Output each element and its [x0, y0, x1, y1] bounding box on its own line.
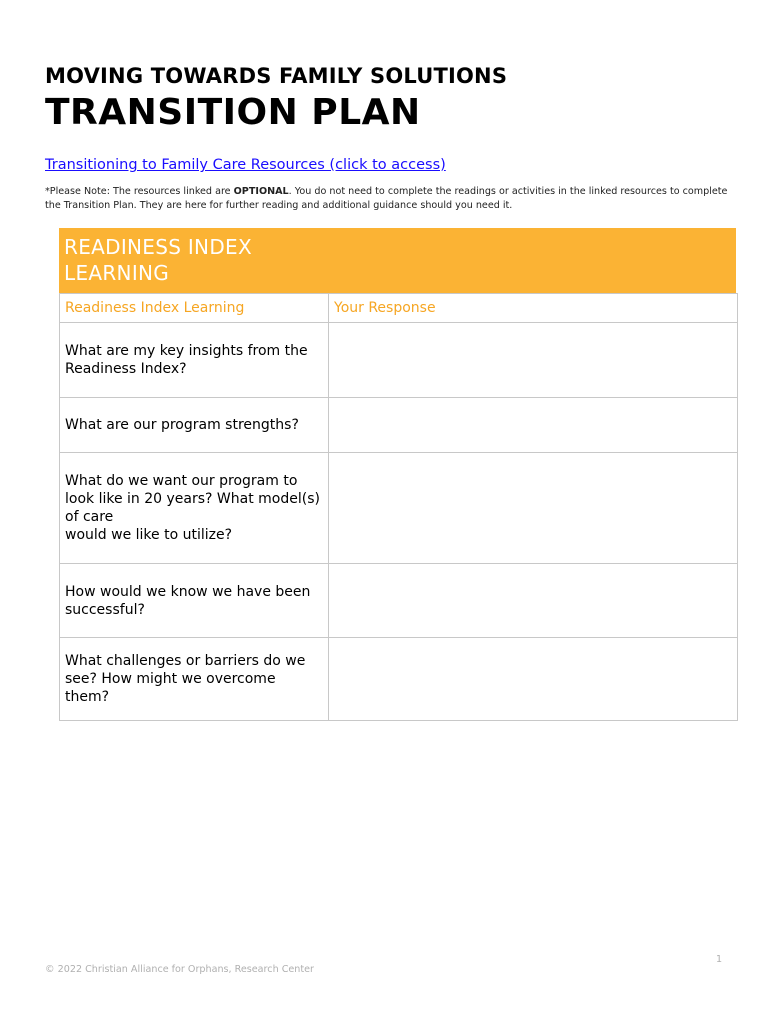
section-title: READINESS INDEX LEARNING: [64, 235, 252, 285]
table-row: [60, 398, 738, 453]
column-header-response: Your Response: [329, 294, 738, 323]
note-suffix: . You do not need to complete the readings or activities in the linked resources to complete the Transition Plan. They are here for further reading and additional guidance should you need it.: [45, 186, 728, 211]
question-cell: What are our program strengths?: [60, 398, 329, 453]
question-cell: How would we know we have been successful?: [60, 564, 329, 638]
response-cell[interactable]: [329, 323, 738, 398]
question-cell: What challenges or barriers do we see? How might we overcome them?: [60, 638, 329, 721]
table-header-row: [60, 294, 738, 323]
response-cell[interactable]: [329, 453, 738, 564]
table-row: [60, 323, 738, 398]
question-cell: What are my key insights from the Readiness Index?: [60, 323, 329, 398]
optional-resources-note: [45, 185, 735, 212]
table-row: [60, 638, 738, 721]
note-prefix: *Please Note: The resources linked are: [45, 186, 234, 197]
column-header-question: Readiness Index Learning: [60, 294, 329, 323]
copyright-footer: © 2022 Christian Alliance for Orphans, Research Center: [45, 964, 314, 975]
response-cell[interactable]: [329, 638, 738, 721]
resources-link[interactable]: Transitioning to Family Care Resources (click to access): [45, 157, 446, 173]
response-cell[interactable]: [329, 398, 738, 453]
page-number: 1: [716, 954, 723, 965]
section-header: [59, 228, 736, 293]
document-title: TRANSITION PLAN: [45, 92, 421, 133]
note-emphasis: OPTIONAL: [233, 186, 289, 197]
table-row: [60, 564, 738, 638]
readiness-table: [59, 293, 738, 721]
question-cell: What do we want our program to look like in 20 years? What model(s) of care would we like to utilize?: [60, 453, 329, 564]
response-cell[interactable]: [329, 564, 738, 638]
document-kicker: MOVING TOWARDS FAMILY SOLUTIONS: [45, 64, 508, 88]
table-row: [60, 453, 738, 564]
